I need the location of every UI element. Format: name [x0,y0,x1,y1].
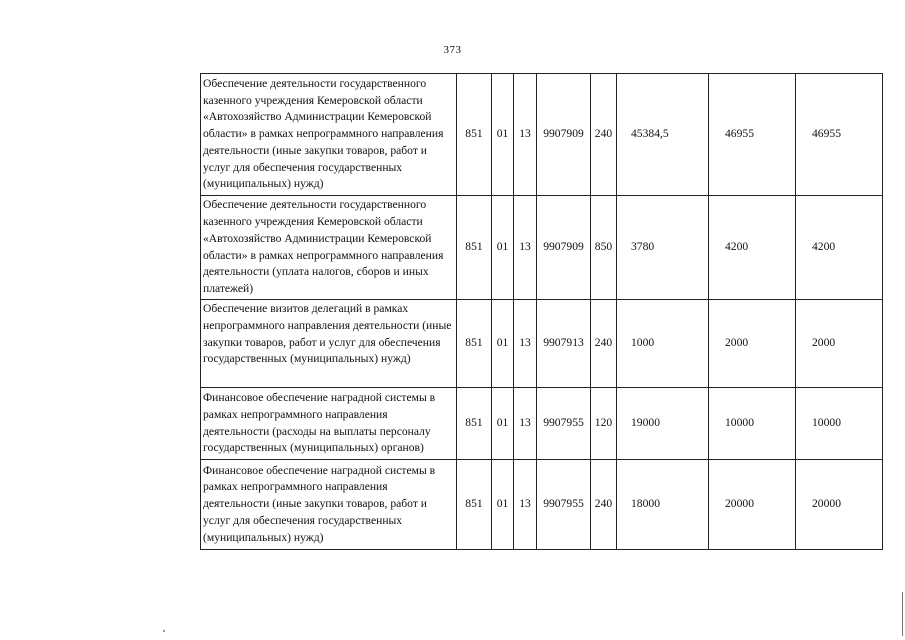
code-rz: 01 [492,460,514,550]
row-description: Обеспечение визитов делегаций в рамках непрограммного направления деятельности (иные закупки товаров, работ и услуг для обеспечения государственных (муниципальных) нужд) [201,300,457,388]
amount-year-1: 18000 [617,460,709,550]
row-description: Финансовое обеспечение наградной системы в рамках непрограммного направления деятельности (иные закупки товаров, работ и услуг для обеспечения государственных (муниципальных) нужд) [201,460,457,550]
amount-year-2: 4200 [709,196,796,300]
code-vr: 120 [591,388,617,460]
amount-year-3: 20000 [796,460,883,550]
page-number: 373 [443,44,462,56]
code-rz: 01 [492,74,514,196]
code-csr: 9907913 [537,300,591,388]
code-rz: 01 [492,300,514,388]
table-row [201,300,883,388]
amount-year-2: 10000 [709,388,796,460]
code-rz: 01 [492,196,514,300]
scan-speck [163,630,165,632]
code-gr: 851 [457,460,492,550]
amount-year-3: 4200 [796,196,883,300]
code-gr: 851 [457,388,492,460]
amount-year-3: 2000 [796,300,883,388]
amount-year-3: 46955 [796,74,883,196]
code-pr: 13 [514,300,537,388]
table-row [201,74,883,196]
code-gr: 851 [457,300,492,388]
code-pr: 13 [514,196,537,300]
code-vr: 240 [591,460,617,550]
table-row [201,388,883,460]
code-gr: 851 [457,196,492,300]
budget-table [200,73,883,550]
table-row [201,460,883,550]
code-csr: 9907909 [537,74,591,196]
code-pr: 13 [514,388,537,460]
amount-year-2: 46955 [709,74,796,196]
code-csr: 9907955 [537,388,591,460]
table-row [201,196,883,300]
code-vr: 240 [591,300,617,388]
row-description: Обеспечение деятельности государственного казенного учреждения Кемеровской области «Автохозяйство Администрации Кемеровской области» в рамках непрограммного направления деятельности (уплата налогов, сборов и иных платежей) [201,196,457,300]
code-vr: 240 [591,74,617,196]
code-vr: 850 [591,196,617,300]
amount-year-1: 1000 [617,300,709,388]
amount-year-1: 45384,5 [617,74,709,196]
row-description: Обеспечение деятельности государственного казенного учреждения Кемеровской области «Автохозяйство Администрации Кемеровской области» в рамках непрограммного направления деятельности (иные закупки товаров, работ и услуг для обеспечения государственных (муниципальных) нужд) [201,74,457,196]
code-pr: 13 [514,460,537,550]
code-pr: 13 [514,74,537,196]
row-description: Финансовое обеспечение наградной системы в рамках непрограммного направления деятельности (расходы на выплаты персоналу государственных (муниципальных) органов) [201,388,457,460]
amount-year-1: 3780 [617,196,709,300]
amount-year-2: 2000 [709,300,796,388]
amount-year-3: 10000 [796,388,883,460]
amount-year-2: 20000 [709,460,796,550]
code-csr: 9907909 [537,196,591,300]
code-gr: 851 [457,74,492,196]
code-csr: 9907955 [537,460,591,550]
code-rz: 01 [492,388,514,460]
scan-edge-line [902,592,903,636]
amount-year-1: 19000 [617,388,709,460]
